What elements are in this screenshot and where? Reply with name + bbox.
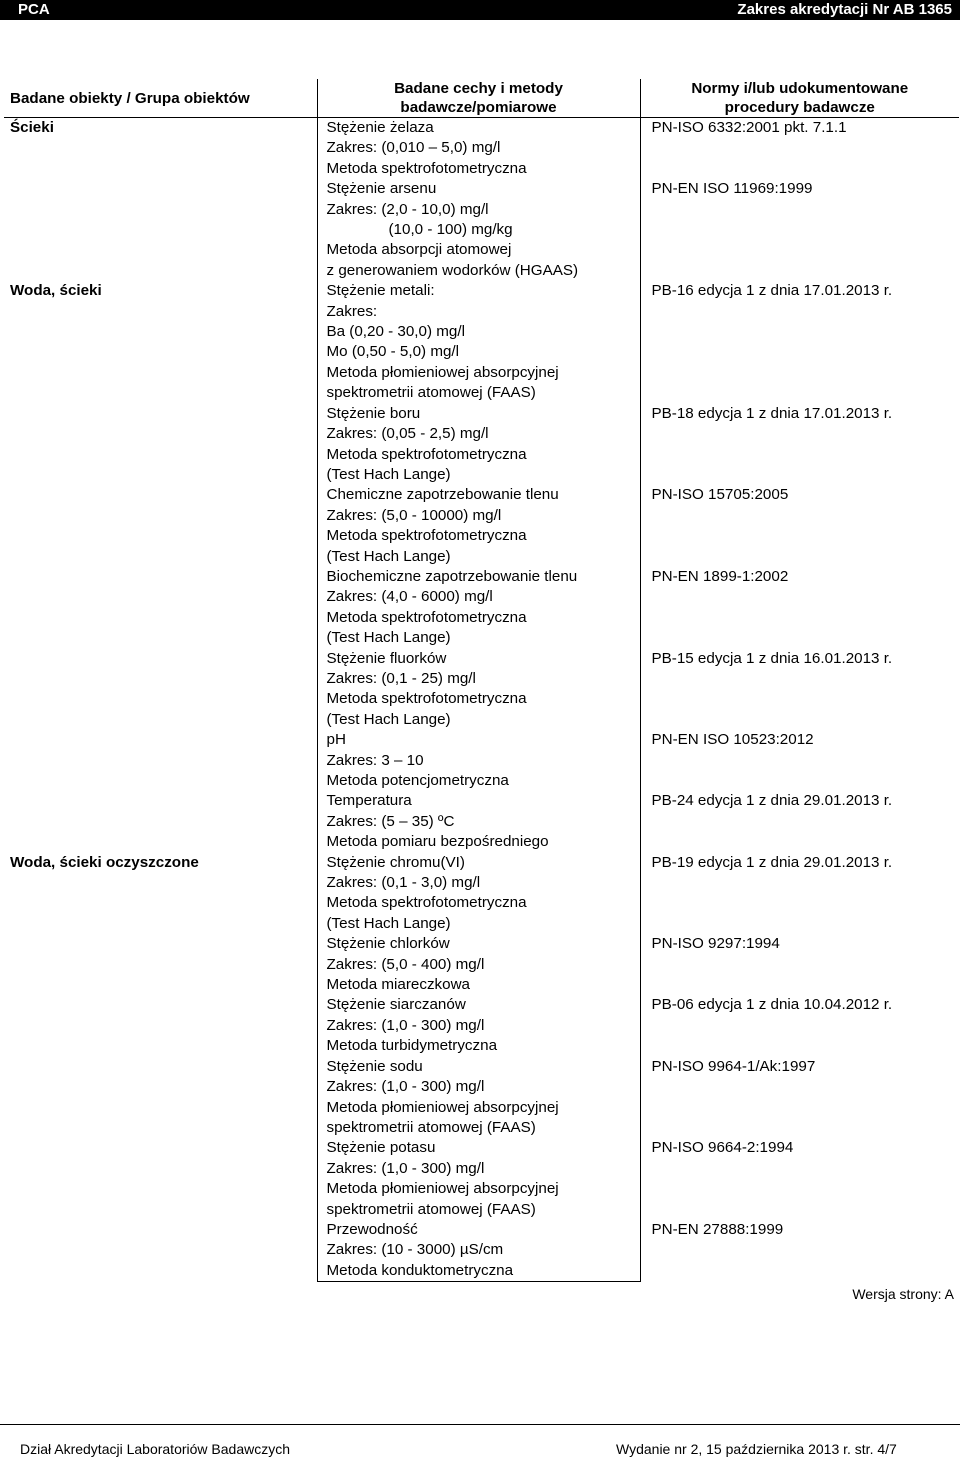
method-line: Stężenie potasu	[326, 1139, 436, 1157]
table-row	[4, 995, 959, 1056]
method-line: Metoda płomieniowej absorpcyjnej	[326, 1098, 559, 1116]
method-cell	[317, 1138, 640, 1220]
method-cell	[317, 567, 640, 649]
column-header-norms	[640, 79, 959, 118]
column-header-norms-line: procedury badawcze	[724, 99, 875, 116]
table-row	[4, 485, 959, 567]
method-line: Temperatura	[326, 792, 412, 810]
object-cell: Woda, ścieki oczyszczone	[10, 853, 199, 871]
method-line: Metoda miareczkowa	[326, 976, 470, 994]
method-cell	[317, 281, 640, 403]
method-cell	[317, 1057, 640, 1139]
method-cell	[317, 649, 640, 731]
table-row	[4, 1057, 959, 1139]
method-line: Przewodność	[326, 1220, 418, 1238]
header-right-label: Zakres akredytacji Nr AB 1365	[737, 1, 952, 18]
method-line: (Test Hach Lange)	[326, 914, 451, 932]
method-line: Zakres: (0,010 – 5,0) mg/l	[326, 139, 501, 157]
table-row	[4, 118, 959, 180]
method-line: Metoda potencjometryczna	[326, 772, 509, 789]
method-line: Mo (0,50 - 5,0) mg/l	[326, 343, 460, 361]
object-cell	[4, 404, 317, 486]
page-header-bar	[0, 0, 960, 20]
table-row	[4, 791, 959, 852]
method-line: Ba (0,20 - 30,0) mg/l	[326, 323, 465, 341]
method-line: spektrometrii atomowej (FAAS)	[326, 1200, 536, 1218]
table-row	[4, 281, 959, 403]
accreditation-table	[4, 79, 959, 1282]
object-cell	[4, 995, 317, 1056]
method-line: Stężenie arsenu	[326, 180, 437, 198]
norm-cell: PN-EN ISO 11969:1999	[651, 180, 813, 198]
norm-cell: PN-EN ISO 10523:2012	[651, 731, 814, 749]
norm-cell: PB-18 edycja 1 z dnia 17.01.2013 r.	[651, 404, 893, 422]
table-row	[4, 934, 959, 995]
norm-cell: PN-ISO 9664-2:1994	[651, 1139, 794, 1157]
column-header-methods-line: Badane cechy i metody	[394, 80, 563, 97]
norm-cell: PN-EN 27888:1999	[651, 1220, 784, 1238]
method-line: Zakres: (0,1 - 3,0) mg/l	[326, 874, 481, 892]
method-line: Chemiczne zapotrzebowanie tlenu	[326, 486, 559, 504]
method-line: Stężenie boru	[326, 404, 421, 422]
method-line: Zakres: (4,0 - 6000) mg/l	[326, 588, 493, 606]
method-line: (Test Hach Lange)	[326, 629, 451, 647]
object-cell: Woda, ścieki	[10, 282, 102, 300]
table-row	[4, 853, 959, 935]
method-line: Stężenie chlorków	[326, 935, 450, 953]
method-line: Metoda płomieniowej absorpcyjnej	[326, 363, 559, 381]
method-line: (Test Hach Lange)	[326, 710, 451, 728]
method-line: Metoda spektrofotometryczna	[326, 445, 527, 463]
table-row	[4, 404, 959, 486]
method-line: Stężenie żelaza	[326, 119, 434, 136]
method-line: Metoda spektrofotometryczna	[326, 608, 527, 626]
object-cell	[4, 1220, 317, 1282]
method-cell	[317, 485, 640, 567]
method-cell	[317, 791, 640, 852]
method-line: Stężenie sodu	[326, 1057, 423, 1075]
column-header-methods-line: badawcze/pomiarowe	[400, 99, 557, 116]
norm-cell: PB-16 edycja 1 z dnia 17.01.2013 r.	[651, 282, 893, 300]
method-line: Metoda spektrofotometryczna	[326, 159, 527, 177]
method-cell	[317, 934, 640, 995]
method-cell	[317, 853, 640, 935]
method-line: spektrometrii atomowej (FAAS)	[326, 1118, 536, 1136]
method-line: pH	[326, 731, 346, 749]
method-line: Metoda płomieniowej absorpcyjnej	[326, 1180, 559, 1198]
norm-cell: PN-ISO 15705:2005	[651, 486, 789, 504]
table-row	[4, 179, 959, 281]
method-line: Stężenie chromu(VI)	[326, 853, 465, 871]
footer-right-label: Wydanie nr 2, 15 października 2013 r. str. 4/7	[616, 1441, 897, 1457]
norm-cell: PB-06 edycja 1 z dnia 10.04.2012 r.	[651, 996, 893, 1014]
method-line: Zakres: (0,1 - 25) mg/l	[326, 669, 476, 687]
object-cell	[4, 485, 317, 567]
table-row	[4, 649, 959, 731]
method-line: (Test Hach Lange)	[326, 547, 451, 565]
object-cell	[4, 791, 317, 852]
method-line: Metoda pomiaru bezpośredniego	[326, 833, 549, 851]
method-line: Stężenie fluorków	[326, 649, 447, 667]
norm-cell: PN-ISO 9297:1994	[651, 935, 780, 953]
norm-cell: PN-EN 1899-1:2002	[651, 567, 789, 585]
method-cell	[317, 730, 640, 791]
method-line: Zakres: (1,0 - 300) mg/l	[326, 1016, 485, 1034]
method-line: spektrometrii atomowej (FAAS)	[326, 384, 536, 402]
method-line: Metoda konduktometryczna	[326, 1261, 514, 1279]
column-header-methods	[317, 79, 640, 118]
method-cell	[317, 179, 640, 281]
table-row	[4, 1220, 959, 1282]
norm-cell: PB-15 edycja 1 z dnia 16.01.2013 r.	[651, 649, 893, 667]
column-header-objects: Badane obiekty / Grupa obiektów	[4, 79, 317, 118]
method-line: Biochemiczne zapotrzebowanie tlenu	[326, 567, 578, 585]
method-cell	[317, 118, 640, 180]
column-header-norms-line: Normy i/lub udokumentowane	[691, 80, 909, 97]
header-left-label: PCA	[18, 1, 50, 18]
method-line: Zakres: (5,0 - 10000) mg/l	[326, 506, 502, 524]
object-cell: Ścieki	[10, 119, 54, 136]
object-cell	[4, 730, 317, 791]
page-footer	[0, 1424, 960, 1457]
method-line: Zakres: (0,05 - 2,5) mg/l	[326, 425, 489, 443]
method-line: Zakres: (1,0 - 300) mg/l	[326, 1159, 485, 1177]
method-line: Zakres: (2,0 - 10,0) mg/l	[326, 200, 489, 218]
object-cell	[4, 934, 317, 995]
method-cell	[317, 404, 640, 486]
object-cell	[4, 179, 317, 281]
table-header-row	[4, 79, 959, 118]
footer-left-label: Dział Akredytacji Laboratoriów Badawczych	[20, 1441, 291, 1457]
object-cell	[4, 1057, 317, 1139]
method-line: Zakres: (10 - 3000) µS/cm	[326, 1241, 504, 1259]
table-row	[4, 730, 959, 791]
method-line: (10,0 - 100) mg/kg	[388, 221, 513, 239]
method-line: Stężenie siarczanów	[326, 996, 466, 1014]
object-cell	[4, 1138, 317, 1220]
method-cell	[317, 1220, 640, 1282]
table-row	[4, 1138, 959, 1220]
object-cell	[4, 649, 317, 731]
method-line: Zakres: (5,0 - 400) mg/l	[326, 955, 485, 973]
method-line: Metoda spektrofotometryczna	[326, 527, 527, 545]
norm-cell: PB-24 edycja 1 z dnia 29.01.2013 r.	[651, 792, 893, 810]
method-line: Metoda turbidymetryczna	[326, 1037, 498, 1055]
method-line: Metoda spektrofotometryczna	[326, 690, 527, 708]
method-line: Stężenie metali:	[326, 282, 435, 300]
table-row	[4, 567, 959, 649]
norm-cell: PB-19 edycja 1 z dnia 29.01.2013 r.	[651, 853, 893, 871]
method-line: Zakres: 3 – 10	[326, 751, 424, 769]
method-line: (Test Hach Lange)	[326, 465, 451, 483]
method-line: z generowaniem wodorków (HGAAS)	[326, 261, 579, 279]
page-version: Wersja strony: A	[852, 1286, 954, 1302]
method-line: Metoda spektrofotometryczna	[326, 894, 527, 912]
norm-cell: PN-ISO 9964-1/Ak:1997	[651, 1057, 816, 1075]
norm-cell: PN-ISO 6332:2001 pkt. 7.1.1	[651, 119, 847, 136]
method-cell	[317, 995, 640, 1056]
method-line: Metoda absorpcji atomowej	[326, 241, 512, 259]
method-line: Zakres: (5 – 35) ºC	[326, 812, 455, 830]
object-cell	[4, 567, 317, 649]
table-body	[4, 118, 959, 1282]
method-line: Zakres: (1,0 - 300) mg/l	[326, 1078, 485, 1096]
method-line: Zakres:	[326, 302, 378, 320]
